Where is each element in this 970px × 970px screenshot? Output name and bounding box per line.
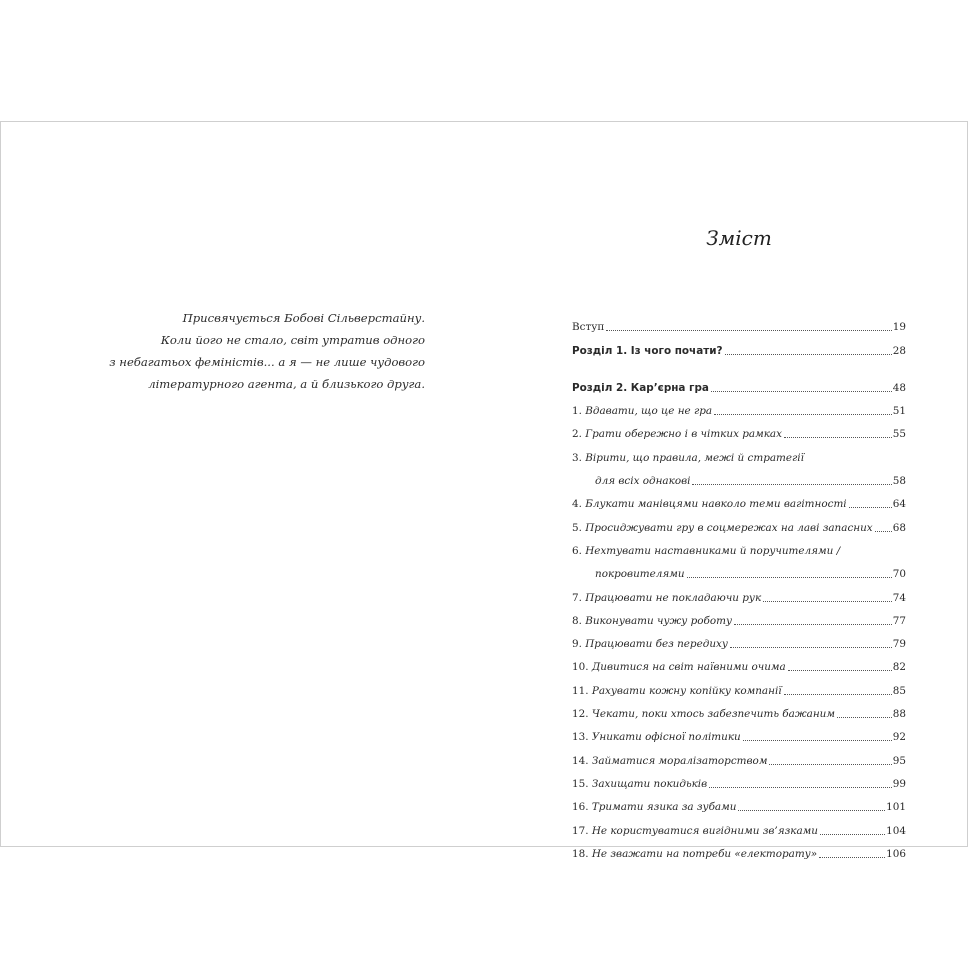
toc-entry-page: 51 [892,405,906,418]
toc-entry-text: Просиджувати гру в соцмережах на лаві запасних [585,521,873,534]
dot-leader [784,436,892,438]
toc-entry-title: для всіх однакові [595,475,691,488]
toc-entry-text: Вірити, що правила, межі й стратегії [585,451,804,464]
toc-chapter [572,372,906,395]
toc-entry [572,488,906,511]
toc-entry-number: 14. [572,754,589,767]
toc-entry-number: 11. [572,684,589,697]
toc-entry-page: 85 [892,684,906,697]
toc-entry-number: 1. [572,405,582,418]
toc-entry-number: 4. [572,498,582,511]
toc-entry-page: 104 [886,824,906,837]
toc-entry [572,418,906,441]
dedication-line: Коли його не стало, світ утратив одного [160,333,425,347]
dot-leader [730,646,892,648]
toc-entry [572,814,906,837]
dot-leader [725,353,892,355]
toc-entry-page: 95 [892,754,906,767]
toc-entry-title [572,707,835,721]
toc-entry-title [572,684,782,698]
toc-entry-page: 28 [892,344,906,357]
toc-entry-page: 92 [892,731,906,744]
toc-entry [572,791,906,814]
toc-entry [572,535,906,558]
toc-entry-text: Захищати покидьків [591,777,708,790]
toc-entry-continuation [572,558,906,581]
toc-entry-text: Працювати без передиху [585,638,728,651]
dot-leader [769,763,891,765]
toc-entry-number: 9. [572,638,582,651]
dedication [105,307,425,395]
toc-entry-number: 16. [572,801,589,814]
toc-entry-number: 7. [572,591,582,604]
toc-entry-title [572,497,847,511]
toc-entry-text: Чекати, поки хтось забезпечить бажаним [591,708,835,721]
toc-entry-title [572,824,818,838]
toc-entry-number: 5. [572,521,582,534]
toc-entry-page: 77 [892,614,906,627]
toc-entry [572,721,906,744]
toc-entry-text: Грати обережно і в чітких рамках [585,428,782,441]
toc-entry-title [572,404,712,418]
toc-entry-page: 74 [892,591,906,604]
toc-entry-page: 99 [892,777,906,790]
toc-entry-page: 48 [892,381,906,394]
dot-leader [692,483,891,485]
dot-leader [837,716,892,718]
dot-leader [714,413,892,415]
toc-entry-page: 68 [892,521,906,534]
toc-entry-page: 88 [892,708,906,721]
toc-entry-text: Уникати офісної політики [591,731,741,744]
toc-entry-page: 79 [892,638,906,651]
toc-entry-title [572,637,728,651]
toc-entry-title: Вступ [572,321,605,334]
dot-leader [788,669,892,671]
toc-entry-title [572,800,736,814]
toc-entry-number: 6. [572,544,582,557]
toc-entry-page: 55 [892,428,906,441]
toc-entry [572,395,906,418]
toc-entry-number: 15. [572,777,589,790]
dot-leader [687,576,892,578]
toc-entry-page: 106 [886,847,906,860]
toc-entry-text: Дивитися на світ наївними очима [591,661,786,674]
dot-leader [734,623,892,625]
toc-entry-title [572,777,707,791]
toc-entry-number: 8. [572,614,582,627]
dot-leader [820,833,885,835]
dot-leader [711,390,892,392]
toc-entry [572,581,906,604]
toc-entry-number: 3. [572,451,582,464]
toc-entry [572,605,906,628]
toc-entry-text: Вдавати, що це не гра [585,405,713,418]
toc-entry [572,698,906,721]
toc-entry-text: Рахувати кожну копійку компанії [591,684,782,697]
toc-entry-page: 19 [892,321,906,334]
toc-entry-number: 18. [572,847,589,860]
dedication-line: Присвячується Бобові Сільверстайну. [182,311,425,325]
toc-entry-text: Не користуватися вигідними зв’язками [591,824,818,837]
toc-entry-continuation [572,465,906,488]
toc-entry-text: Нехтувати наставниками й поручителями / [585,544,841,557]
toc-entry-title [572,427,782,441]
toc-entry-title: Розділ 1. Із чого почати? [572,344,723,357]
toc-title: Зміст [706,226,772,250]
toc-entry-title: Розділ 2. Кар’єрна гра [572,381,709,394]
toc-entry [572,511,906,534]
dot-leader [743,739,892,741]
toc-entry-title [572,847,817,861]
toc-entry [572,744,906,767]
toc-entry-text: Працювати не покладаючи рук [585,591,762,604]
toc-entry [572,441,906,464]
toc-entry-title [572,544,840,558]
toc-entry-title [572,614,732,628]
dot-leader [763,600,892,602]
toc-entry-text: Тримати язика за зубами [591,801,737,814]
toc-entry-text: Виконувати чужу роботу [585,614,733,627]
toc-chapter [572,334,906,357]
toc-entry-page: 70 [892,568,906,581]
toc-entry-title [572,754,767,768]
dot-leader [606,329,892,331]
toc-entry-number: 2. [572,428,582,441]
toc-entry [572,311,906,334]
toc-entry-page: 82 [892,661,906,674]
toc-entry [572,651,906,674]
toc-entry-page: 58 [892,475,906,488]
dedication-line: літературного агента, а й близького друга. [148,377,425,391]
toc-entry-title [572,451,804,465]
toc-entry [572,838,906,861]
toc-entry-title [572,660,786,674]
toc-entry-number: 10. [572,661,589,674]
toc-entry [572,674,906,697]
dot-leader [784,693,892,695]
toc-entry [572,628,906,651]
dot-leader [849,506,892,508]
toc-entry-number: 12. [572,708,589,721]
toc-entry-text: Не зважати на потреби «електорату» [591,847,818,860]
toc-entry-title [572,591,761,605]
dot-leader [875,530,892,532]
dedication-line: з небагатьох феміністів... а я — не лише чудового [109,355,425,369]
table-of-contents [572,311,906,861]
toc-entry-number: 17. [572,824,589,837]
toc-entry-text: Блукати манівцями навколо теми вагітності [585,498,847,511]
dot-leader [819,856,885,858]
dot-leader [709,786,892,788]
toc-entry-page: 101 [886,801,906,814]
toc-entry [572,768,906,791]
dot-leader [738,809,885,811]
toc-entry-title [572,730,741,744]
toc-spacer [572,358,906,372]
toc-entry-page: 64 [892,498,906,511]
toc-entry-number: 13. [572,731,589,744]
toc-entry-title [572,521,873,535]
toc-entry-text: Займатися моралізаторством [591,754,768,767]
toc-entry-title: покровителями [595,568,685,581]
